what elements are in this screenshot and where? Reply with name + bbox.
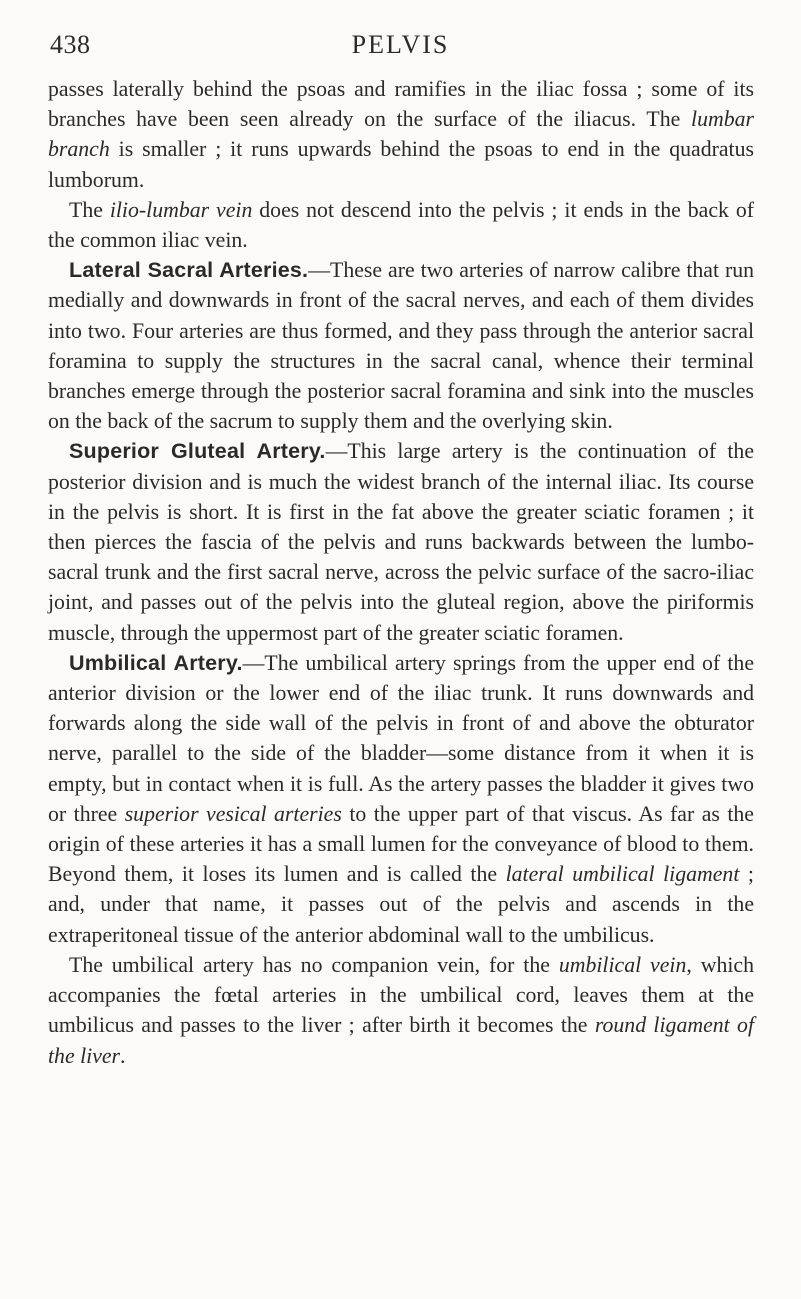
page-header [50, 30, 751, 70]
italic-term: round ligament of the liver [48, 1013, 754, 1068]
italic-term: ilio-lumbar vein [109, 197, 253, 222]
paragraph-superior-gluteal-artery [48, 436, 754, 647]
paragraph-umbilical-artery [48, 648, 754, 950]
text-run: to the upper part of that viscus. As far as the origin of these arteries it has a small lumen for the conveyance of blood to them. Beyond them, it loses its lumen and is called the [48, 801, 754, 887]
text-run: ; and, under that name, it passes out of the pelvis and ascends in the extraperitoneal tissue of the anterior abdominal wall to the umbilicus. [48, 862, 754, 947]
italic-term: lumbar branch [48, 107, 754, 162]
text-run: —This large artery is the continuation of the posterior division and is much the widest branch of the internal iliac. Its course in the pelvis is short. It is first in the fat above the greater sciatic foramen ; it then pierces the fascia of the pelvis and runs backwards between the lumbo-sacral trunk and the first sacral nerve, across the pelvic surface of the sacro-iliac joint, and passes out of the pelvis into the gluteal region, above the piriformis muscle, through the uppermost part of the greater sciatic foramen. [48, 439, 754, 645]
section-heading: Superior Gluteal Artery. [69, 439, 326, 464]
text-run: The [69, 197, 110, 222]
text-run: passes laterally behind the psoas and ramifies in the iliac fossa ; some of its branches have been seen already on the surface of the iliacus. The [48, 77, 754, 132]
running-head: PELVIS [351, 30, 450, 59]
section-heading: Lateral Sacral Arteries. [69, 258, 309, 283]
italic-term: superior vesical arteries [124, 801, 342, 826]
italic-term: lateral umbilical ligament [505, 862, 740, 887]
text-run: —The umbilical artery springs from the upper end of the anterior division or the lower end of the iliac trunk. It runs downwards and forwards along the side wall of the pelvis in front of and above the obturator nerve, parallel to the side of the bladder—some distance from it when it is empty, but in contact when it is full. As the artery passes the bladder it gives two or three [48, 650, 755, 826]
paragraph-ilio-lumbar-vein [48, 195, 754, 255]
paragraph-psoas-branches [48, 74, 754, 195]
section-heading: Umbilical Artery. [69, 650, 243, 675]
italic-term: umbilical vein [558, 952, 687, 977]
text-run: —These are two arteries of narrow calibre that run medially and downwards in front of the sacral nerves, and each of them divides into two. Four arteries are thus formed, and they pass through the anterior sacral foramina to supply the structures in the sacral canal, whence their terminal branches emerge through the posterior sacral foramina and sink into the muscles on the back of the sacrum to supply them and the overlying skin. [48, 258, 755, 434]
text-run: , which accompanies the fœtal arteries in the umbilical cord, leaves them at the umbilicus and passes to the liver ; after birth it becomes the [48, 952, 754, 1038]
text-run: . [120, 1043, 126, 1068]
text-run: does not descend into the pelvis ; it ends in the back of the common iliac vein. [48, 197, 754, 253]
text-run: is smaller ; it runs upwards behind the psoas to end in the quadratus lumborum. [48, 137, 754, 192]
text-run: The umbilical artery has no companion vein, for the [69, 952, 559, 977]
paragraph-lateral-sacral-arteries [48, 255, 754, 436]
body-text [48, 74, 754, 1071]
paragraph-umbilical-vein [48, 950, 754, 1071]
page-number: 438 [50, 30, 91, 59]
